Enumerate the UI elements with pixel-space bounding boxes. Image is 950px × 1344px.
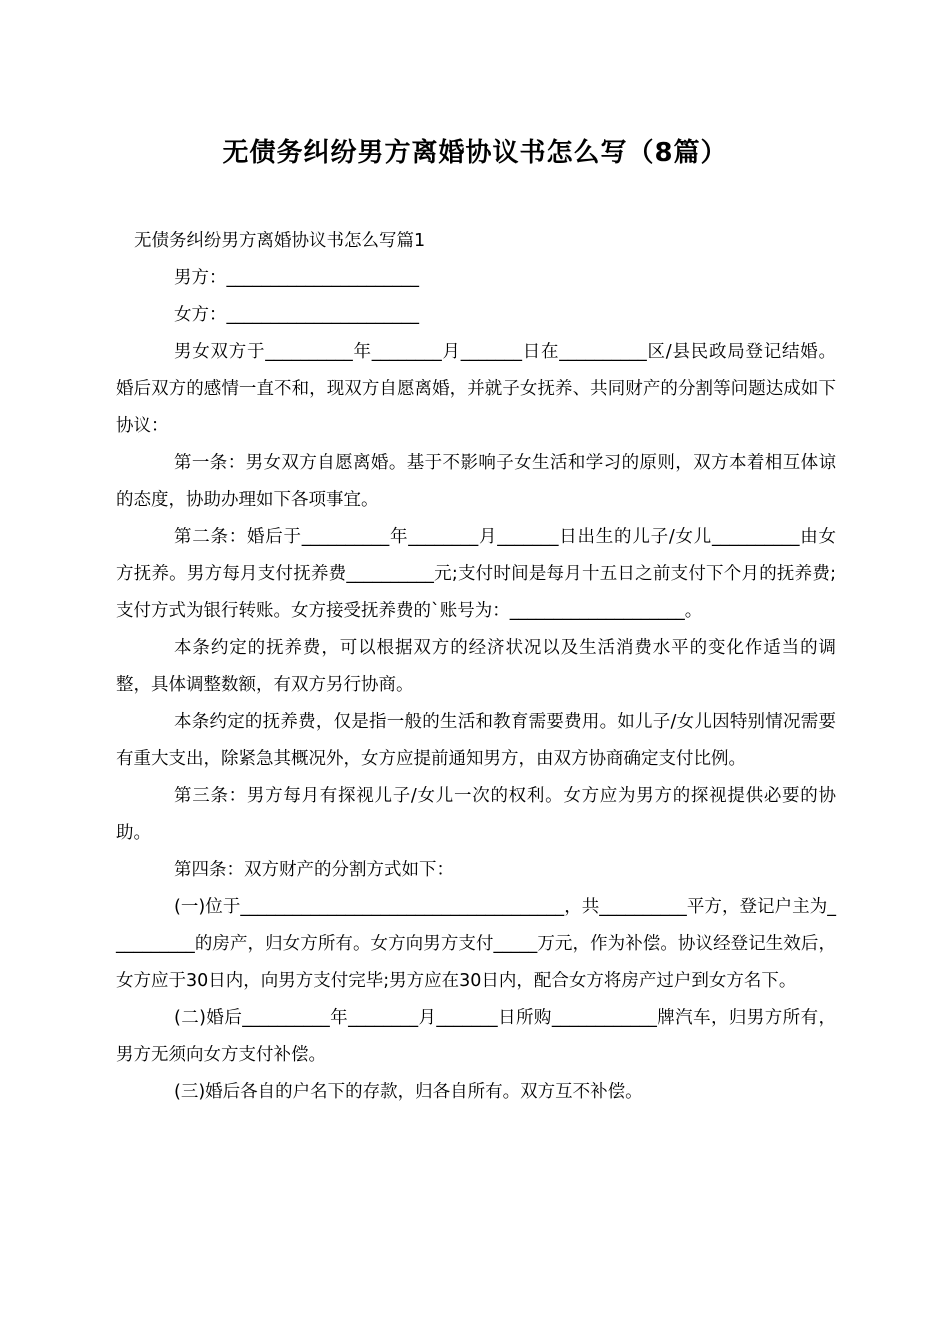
document-body	[116, 223, 836, 1111]
support-scope-paragraph: 本条约定的抚养费，仅是指一般的生活和教育需要费用。如儿子/女儿因特别情况需要有重大支出，除紧急其概况外，女方应提前通知男方，由双方协商确定支付比例。	[116, 712, 836, 769]
article-3-paragraph: 第三条：男方每月有探视儿子/女儿一次的权利。女方应为男方的探视提供必要的协助。	[116, 786, 836, 843]
document-title: 无债务纠纷男方离婚协议书怎么写（8篇）	[222, 138, 728, 168]
party-female-line: 女方：______________________	[174, 305, 419, 325]
section-heading: 无债务纠纷男方离婚协议书怎么写篇1	[134, 231, 426, 251]
article-2-paragraph: 第二条：婚后于__________年________月_______日出生的儿子/女儿__________由女方抚养。男方每月支付抚养费__________元;支付时间是每月十五日之前支付下个月的抚养费;支付方式为银行转账。女方接受抚养费的`账号为：____________________。	[116, 527, 836, 621]
party-male-line: 男方：______________________	[174, 268, 419, 288]
intro-paragraph: 男女双方于__________年________月_______日在__________区/县民政局登记结婚。婚后双方的感情一直不和，现双方自愿离婚，并就子女抚养、共同财产的分割等问题达成如下协议：	[116, 342, 836, 436]
property-item-1-paragraph: (一)位于_____________________________________，共__________平方，登记户主为__________的房产，归女方所有。女方向男方支付_____万元，作为补偿。协议经登记生效后，女方应于30日内，向男方支付完毕;男方应在30日内，配合女方将房产过户到女方名下。	[116, 897, 836, 991]
property-item-3-paragraph: (三)婚后各自的户名下的存款，归各自所有。双方互不补偿。	[174, 1082, 643, 1102]
property-item-2-paragraph: (二)婚后__________年________月_______日所购____________牌汽车，归男方所有，男方无须向女方支付补偿。	[116, 1008, 836, 1065]
article-4-paragraph: 第四条：双方财产的分割方式如下：	[174, 860, 454, 880]
support-adjustment-paragraph: 本条约定的抚养费，可以根据双方的经济状况以及生活消费水平的变化作适当的调整，具体调整数额，有双方另行协商。	[116, 638, 836, 695]
article-1-paragraph: 第一条：男女双方自愿离婚。基于不影响子女生活和学习的原则，双方本着相互体谅的态度，协助办理如下各项事宜。	[116, 453, 836, 510]
